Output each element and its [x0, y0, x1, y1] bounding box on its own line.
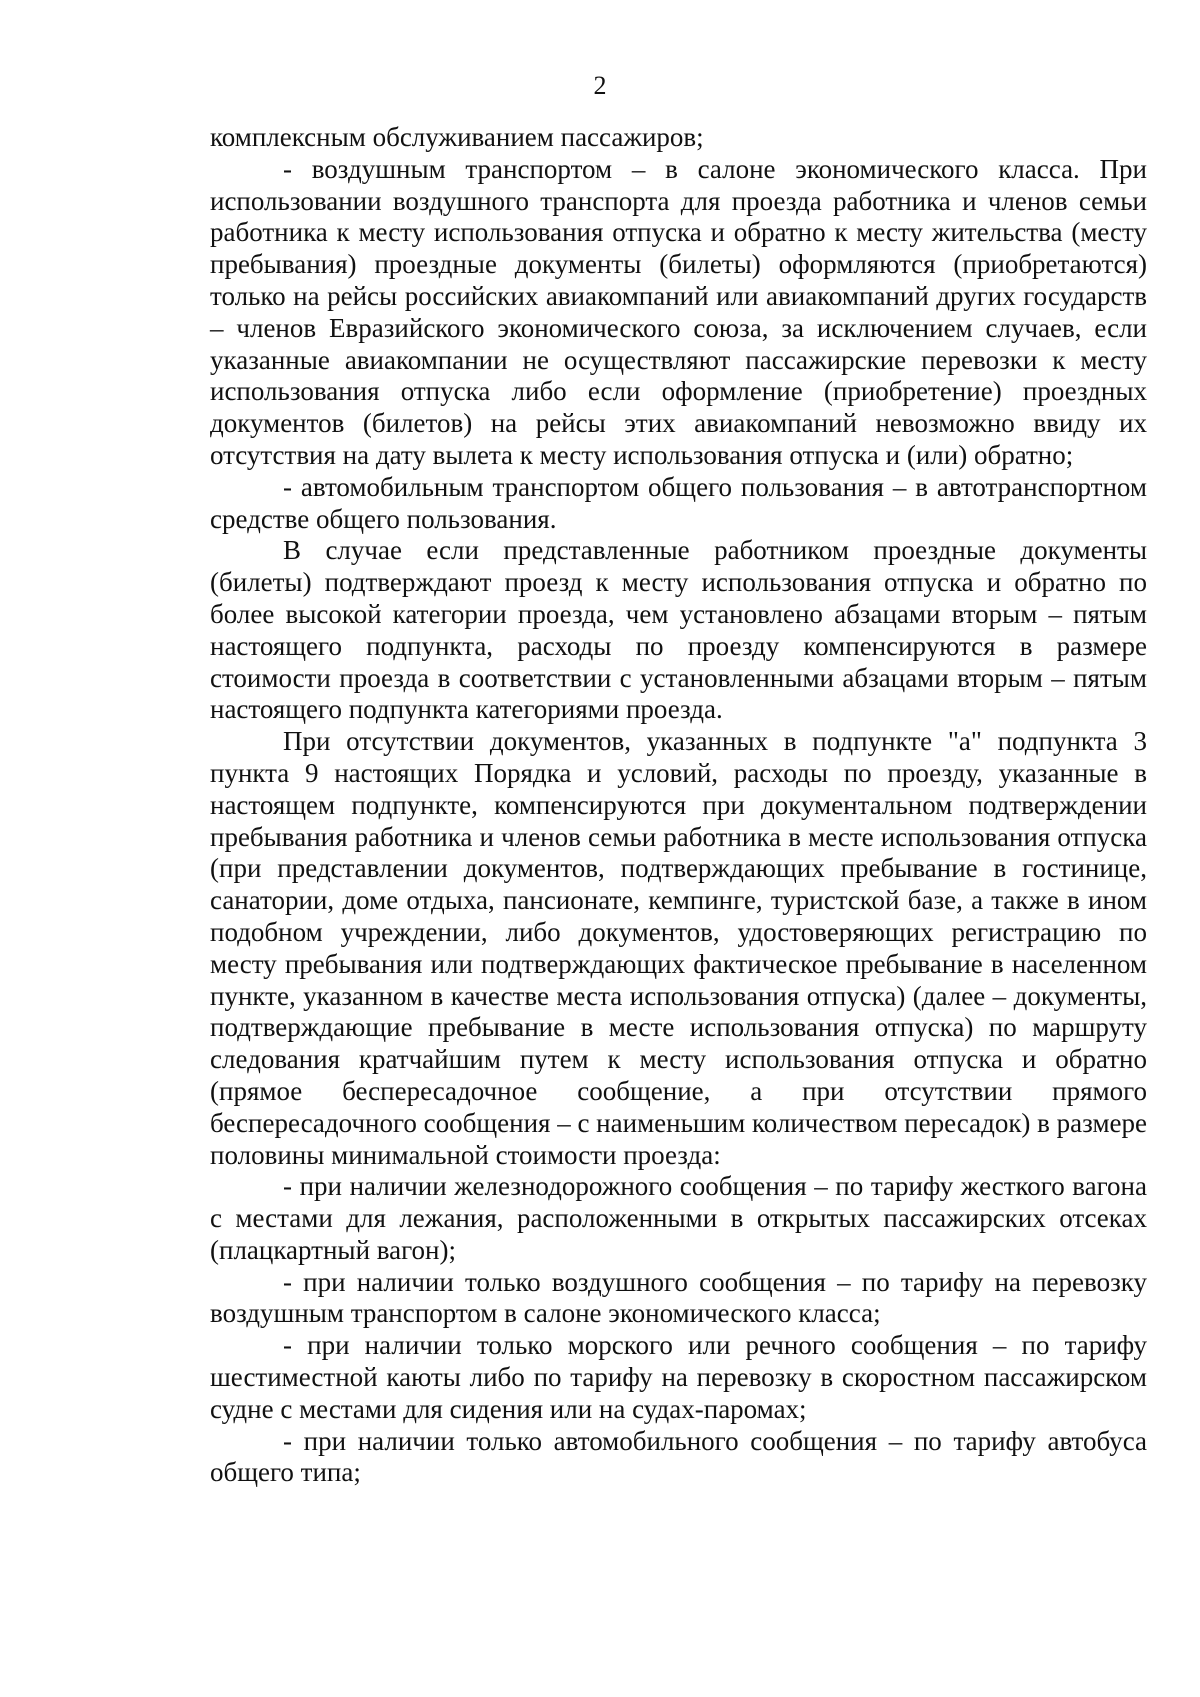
- document-body: [210, 122, 1147, 1489]
- paragraph-sea-river: - при наличии только морского или речного сообщения – по тарифу шестиместной каюты либо по тарифу на перевозку в скоростном пассажирском судне с местами для сидения или на судах-паромах;: [210, 1330, 1147, 1424]
- paragraph-road-only: - при наличии только автомобильного сообщения – по тарифу автобуса общего типа;: [210, 1425, 1147, 1488]
- paragraph-road-transport: - автомобильным транспортом общего пользования – в автотранспортном средстве общего пользования.: [210, 471, 1147, 534]
- page-number: 2: [593, 71, 607, 100]
- paragraph-continuation: комплексным обслуживанием пассажиров;: [210, 122, 704, 152]
- paragraph-air-only: - при наличии только воздушного сообщения – по тарифу на перевозку воздушным транспортом в салоне экономического класса;: [210, 1266, 1147, 1329]
- paragraph-railway: - при наличии железнодорожного сообщения – по тарифу жесткого вагона с местами для лежания, расположенными в открытых пассажирских отсеках (плацкартный вагон);: [210, 1171, 1147, 1265]
- paragraph-no-documents: При отсутствии документов, указанных в подпункте "а" подпункта 3 пункта 9 настоящих Порядка и условий, расходы по проезду, указанные в настоящем подпункте, компенсируются при документальном подтверждении пребывания работника и членов семьи работника в месте использования отпуска (при представлении документов, подтверждающих пребывание в гостинице, санатории, доме отдыха, пансионате, кемпинге, туристской базе, а также в ином подобном учреждении, либо документов, удостоверяющих регистрацию по месту пребывания или подтверждающих фактическое пребывание в населенном пункте, указанном в качестве места использования отпуска) (далее – документы, подтверждающие пребывание в месте использования отпуска) по маршруту следования кратчайшим путем к месту использования отпуска и обратно (прямое беспересадочное сообщение, а при отсутствии прямого беспересадочного сообщения – с наименьшим количеством пересадок) в размере половины минимальной стоимости проезда:: [210, 726, 1147, 1170]
- paragraph-air-transport: - воздушным транспортом – в салоне экономического класса. При использовании воздушного транспорта для проезда работника и членов семьи работника к месту использования отпуска и обратно к месту жительства (месту пребывания) проездные документы (билеты) оформляются (приобретаются) только на рейсы российских авиакомпаний или авиакомпаний других государств – членов Евразийского экономического союза, за исключением случаев, если указанные авиакомпании не осуществляют пассажирские перевозки к месту использования отпуска либо если оформление (приобретение) проездных документов (билетов) на рейсы этих авиакомпаний невозможно ввиду их отсутствия на дату вылета к месту использования отпуска и (или) обратно;: [210, 153, 1147, 470]
- paragraph-higher-category: В случае если представленные работником проездные документы (билеты) подтверждают проезд к месту использования отпуска и обратно по более высокой категории проезда, чем установлено абзацами вторым – пятым настоящего подпункта, расходы по проезду компенсируются в размере стоимости проезда в соответствии с установленными абзацами вторым – пятым настоящего подпункта категориями проезда.: [210, 535, 1147, 725]
